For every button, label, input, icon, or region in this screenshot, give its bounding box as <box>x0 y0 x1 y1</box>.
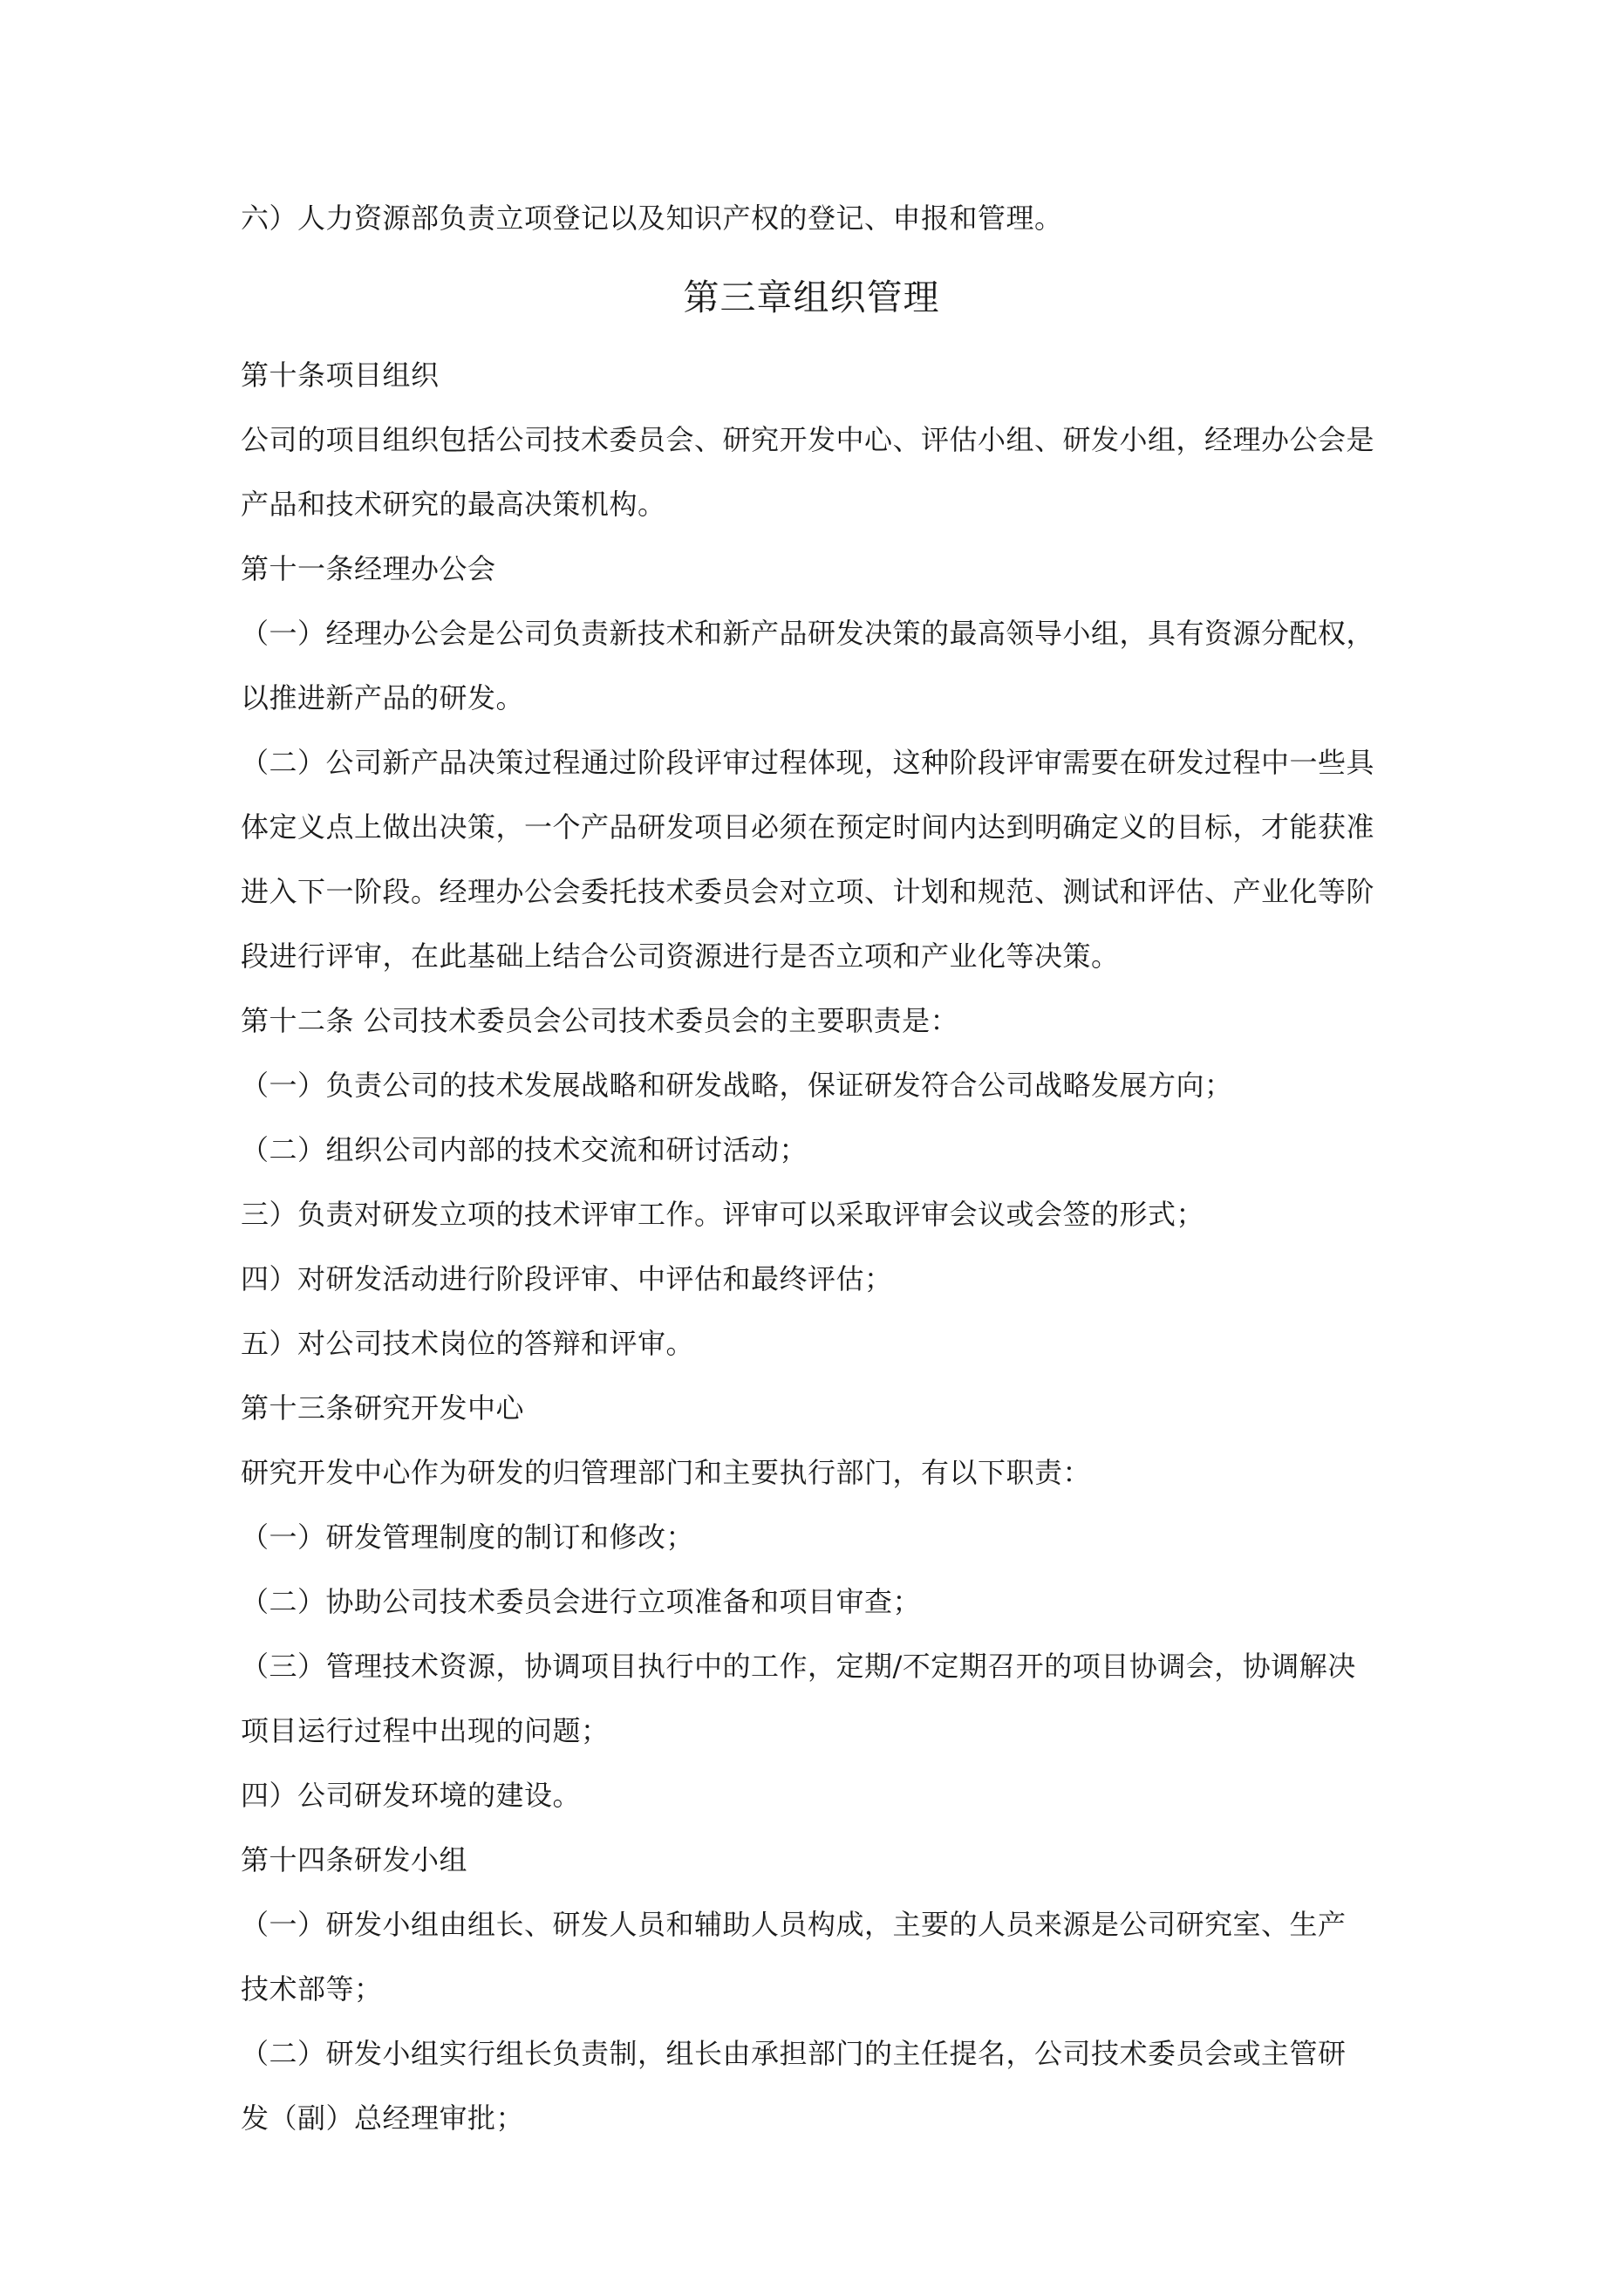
chapter-title: 第三章组织管理 <box>683 277 940 318</box>
text-line: （一）研发管理制度的制订和修改； <box>241 1520 695 1554</box>
text-line: 四）公司研发环境的建设。 <box>241 1779 582 1812</box>
text-line: 产品和技术研究的最高决策机构。 <box>241 488 666 521</box>
article-heading: 第十四条研发小组 <box>241 1843 468 1876</box>
article-heading: 第十条项目组织 <box>241 359 440 392</box>
text-line: 技术部等； <box>241 1972 383 2006</box>
text-line: 研究开发中心作为研发的归管理部门和主要执行部门，有以下职责： <box>241 1456 1092 1489</box>
text-line: 项目运行过程中出现的问题； <box>241 1714 610 1747</box>
text-line: 三）负责对研发立项的技术评审工作。评审可以采取评审会议或会签的形式； <box>241 1198 1205 1231</box>
text-line: （二）公司新产品决策过程通过阶段评审过程体现，这种阶段评审需要在研发过程中一些具 <box>241 746 1375 779</box>
article-heading: 第十二条 公司技术委员会公司技术委员会的主要职责是： <box>241 1004 959 1037</box>
text-line: （一）经理办公会是公司负责新技术和新产品研发决策的最高领导小组，具有资源分配权， <box>241 617 1375 650</box>
text-line: 六）人力资源部负责立项登记以及知识产权的登记、申报和管理。 <box>241 202 1063 235</box>
text-line: 五）对公司技术岗位的答辩和评审。 <box>241 1327 695 1360</box>
text-line: 体定义点上做出决策，一个产品研发项目必须在预定时间内达到明确定义的目标，才能获准 <box>241 810 1375 844</box>
text-line: 发（副）总经理审批； <box>241 2101 525 2135</box>
text-line: （二）研发小组实行组长负责制，组长由承担部门的主任提名，公司技术委员会或主管研 <box>241 2037 1347 2070</box>
text-line: （一）研发小组由组长、研发人员和辅助人员构成，主要的人员来源是公司研究室、生产 <box>241 1908 1347 1941</box>
text-line: 以推进新产品的研发。 <box>241 681 525 714</box>
article-heading: 第十三条研究开发中心 <box>241 1391 525 1425</box>
text-line: 四）对研发活动进行阶段评审、中评估和最终评估； <box>241 1262 893 1295</box>
text-line: 段进行评审，在此基础上结合公司资源进行是否立项和产业化等决策。 <box>241 940 1120 973</box>
text-line: （二）协助公司技术委员会进行立项准备和项目审查； <box>241 1585 922 1618</box>
text-line: 公司的项目组织包括公司技术委员会、研究开发中心、评估小组、研发小组，经理办公会是 <box>241 423 1375 456</box>
text-line: （二）组织公司内部的技术交流和研讨活动； <box>241 1133 808 1166</box>
text-line: （一）负责公司的技术发展战略和研发战略，保证研发符合公司战略发展方向； <box>241 1069 1233 1102</box>
article-heading: 第十一条经理办公会 <box>241 552 496 585</box>
text-line: （三）管理技术资源，协调项目执行中的工作，定期/不定期召开的项目协调会，协调解决 <box>241 1650 1356 1683</box>
text-line: 进入下一阶段。经理办公会委托技术委员会对立项、计划和规范、测试和评估、产业化等阶 <box>241 875 1375 908</box>
